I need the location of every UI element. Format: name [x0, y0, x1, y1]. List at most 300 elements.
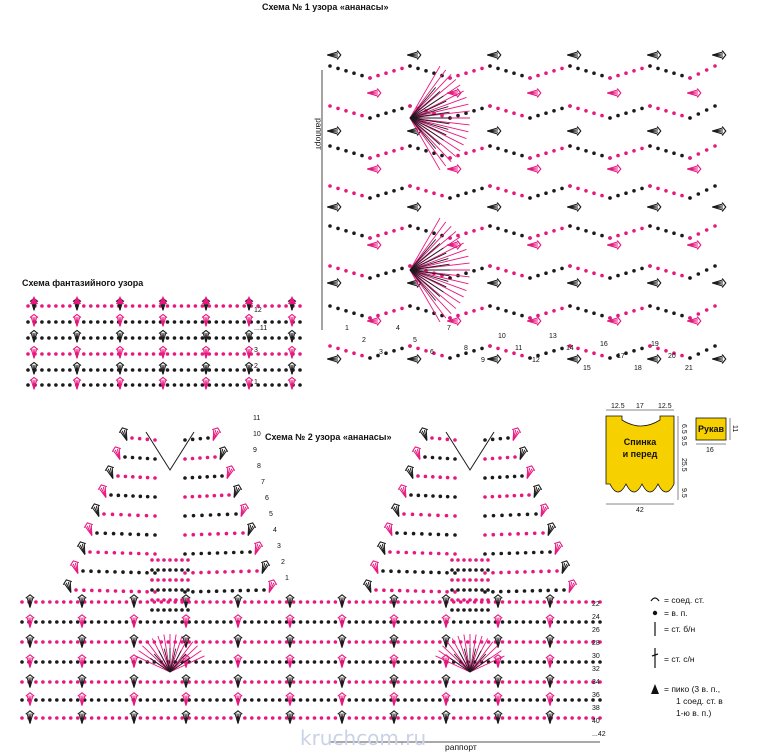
chain-stitch [468, 608, 472, 612]
chain-stitch [173, 320, 177, 324]
chain-stitch [705, 308, 709, 312]
body-dim-top-right: 12.5 [658, 403, 672, 410]
fan-stitch [136, 656, 170, 672]
chain-stitch [191, 438, 195, 442]
chain-stitch [215, 352, 219, 356]
chain-stitch [459, 698, 463, 702]
chain-stitch [528, 116, 532, 120]
chain-stitch [525, 532, 529, 536]
chain-stitch [483, 590, 487, 594]
chain-stitch [680, 314, 684, 318]
chain-stitch [34, 600, 38, 604]
chain-stitch [327, 660, 331, 664]
chain-stitch [424, 494, 428, 498]
chain-stitch [529, 620, 533, 624]
chain-icon [653, 611, 657, 615]
chain-stitch [445, 590, 449, 594]
chain-stitch [257, 680, 261, 684]
shell-stitch [487, 203, 501, 212]
shell-stitch [116, 362, 124, 374]
chain-stitch [146, 438, 150, 442]
shell-stitch [390, 502, 403, 518]
chain-stitch [508, 680, 512, 684]
chain-stitch [384, 351, 388, 355]
chain-stitch [103, 352, 107, 356]
chain-stitch [348, 640, 352, 644]
chain-stitch [491, 457, 495, 461]
chain-stitch [125, 620, 129, 624]
chain-stitch [446, 495, 450, 499]
chain-stitch [239, 570, 243, 574]
chain-stitch [298, 320, 302, 324]
chain-stitch [153, 552, 157, 556]
chain-stitch [313, 716, 317, 720]
scheme-1-row-number: 15 [583, 365, 591, 372]
scheme-2-right-row-number: 40 [592, 718, 600, 725]
chain-stitch [439, 495, 443, 499]
chain-stitch [508, 532, 512, 536]
chain-stitch [396, 680, 400, 684]
chain-stitch [438, 475, 442, 479]
chain-stitch [138, 475, 142, 479]
chain-stitch [400, 347, 404, 351]
chain-stitch [320, 660, 324, 664]
chain-stitch [243, 660, 247, 664]
chain-stitch [504, 269, 508, 273]
chain-stitch [104, 716, 108, 720]
chain-stitch [130, 590, 134, 594]
chain-stitch [97, 620, 101, 624]
chain-stitch [173, 620, 177, 624]
chain-stitch [231, 589, 235, 593]
chain-stitch [180, 620, 184, 624]
chain-stitch [104, 680, 108, 684]
chain-stitch [464, 311, 468, 315]
shell-stitch [527, 89, 541, 98]
chain-stitch [215, 620, 219, 624]
chain-stitch [69, 698, 73, 702]
shell-stitch [258, 559, 271, 575]
chain-stitch [334, 716, 338, 720]
scheme-2-right-row-number: 26 [592, 627, 600, 634]
chain-stitch [640, 107, 644, 111]
chain-stitch [413, 570, 417, 574]
chain-stitch [608, 276, 612, 280]
chain-stitch [118, 640, 122, 644]
chain-stitch [438, 698, 442, 702]
chain-stitch [153, 620, 157, 624]
scheme-1-row-number: 17 [617, 353, 625, 360]
chain-stitch [408, 344, 412, 348]
chain-stitch [131, 320, 135, 324]
shell-stitch [607, 165, 621, 174]
chain-stitch [624, 271, 628, 275]
chain-stitch [156, 588, 160, 592]
chain-stitch [496, 307, 500, 311]
chain-stitch [139, 620, 143, 624]
chain-stitch [150, 558, 154, 562]
chain-stitch [232, 551, 236, 555]
chain-stitch [61, 304, 65, 308]
chain-stitch [201, 320, 205, 324]
top-fan-stitch [146, 432, 194, 470]
chain-stitch [168, 608, 172, 612]
chain-stitch [263, 383, 267, 387]
chain-stitch [713, 184, 717, 188]
chain-stitch [153, 514, 157, 518]
chain-stitch [235, 383, 239, 387]
chain-stitch [374, 588, 378, 592]
chain-stitch [26, 368, 30, 372]
chain-stitch [156, 598, 160, 602]
chain-stitch [89, 569, 93, 573]
chain-stitch [344, 349, 348, 353]
chain-stitch [20, 620, 24, 624]
chain-stitch [131, 494, 135, 498]
chain-stitch [352, 151, 356, 155]
chain-stitch [128, 513, 132, 517]
chain-stitch [186, 558, 190, 562]
chain-stitch [705, 268, 709, 272]
chain-stitch [396, 716, 400, 720]
chain-stitch [257, 698, 261, 702]
chain-stitch [361, 620, 365, 624]
chain-stitch [688, 116, 692, 120]
chain-stitch [191, 495, 195, 499]
chain-stitch [180, 588, 184, 592]
chain-stitch [313, 640, 317, 644]
chain-stitch [48, 600, 52, 604]
chain-stitch [507, 571, 511, 575]
chain-stitch [262, 588, 266, 592]
chain-stitch [47, 320, 51, 324]
chain-stitch [183, 438, 187, 442]
chain-stitch [228, 383, 232, 387]
chain-stitch [515, 716, 519, 720]
chain-stitch [526, 513, 530, 517]
chain-stitch [34, 660, 38, 664]
chain-stitch [513, 494, 517, 498]
chain-stitch [384, 271, 388, 275]
chain-stitch [417, 620, 421, 624]
chain-stitch [344, 269, 348, 273]
chain-stitch [222, 620, 226, 624]
chain-stitch [306, 680, 310, 684]
chain-stitch [55, 698, 59, 702]
chain-stitch [584, 269, 588, 273]
chain-stitch [120, 532, 124, 536]
chain-stitch [664, 149, 668, 153]
watermark: kruchcom.ru [300, 726, 427, 750]
chain-stitch [539, 589, 543, 593]
chain-stitch [672, 111, 676, 115]
chain-stitch [520, 234, 524, 238]
chain-stitch [713, 304, 717, 308]
chain-stitch [520, 474, 524, 478]
chain-stitch [352, 311, 356, 315]
chain-stitch [221, 383, 225, 387]
chain-stitch [145, 590, 149, 594]
chain-stitch [486, 608, 490, 612]
chain-stitch [106, 589, 110, 593]
chain-stitch [542, 600, 546, 604]
chain-stitch [313, 600, 317, 604]
chain-stitch [131, 456, 135, 460]
chain-stitch [556, 716, 560, 720]
chain-stitch [512, 151, 516, 155]
chain-stitch [501, 698, 505, 702]
chain-stitch [61, 368, 65, 372]
chain-stitch [416, 347, 420, 351]
chain-stitch [271, 716, 275, 720]
chain-stitch [344, 109, 348, 113]
chain-stitch [544, 71, 548, 75]
chain-stitch [473, 698, 477, 702]
chain-stitch [368, 660, 372, 664]
chain-stitch [640, 347, 644, 351]
chain-stitch [270, 368, 274, 372]
chain-stitch [544, 151, 548, 155]
body-dim-bottom: 42 [636, 507, 644, 514]
chain-stitch [375, 600, 379, 604]
chain-stitch [576, 67, 580, 71]
chain-stitch [680, 194, 684, 198]
chain-stitch [468, 588, 472, 592]
chain-stitch [129, 571, 133, 575]
chain-stitch [138, 320, 142, 324]
chain-stitch [368, 316, 372, 320]
chain-stitch [403, 660, 407, 664]
chain-stitch [592, 111, 596, 115]
shell-stitch [288, 314, 296, 326]
shell-stitch [362, 578, 375, 594]
chain-stitch [96, 352, 100, 356]
chain-stitch [529, 680, 533, 684]
chain-stitch [453, 457, 457, 461]
shell-stitch [527, 165, 541, 174]
chain-stitch [40, 352, 44, 356]
shell-stitch [76, 540, 89, 556]
chain-stitch [680, 354, 684, 358]
chain-stitch [228, 352, 232, 356]
chain-stitch [488, 304, 492, 308]
chain-stitch [576, 347, 580, 351]
chain-stitch [542, 698, 546, 702]
chain-stitch [508, 716, 512, 720]
chain-stitch [137, 590, 141, 594]
chain-stitch [697, 352, 701, 356]
chain-stitch [183, 476, 187, 480]
chain-stitch [528, 236, 532, 240]
chain-stitch [480, 716, 484, 720]
chain-stitch [344, 149, 348, 153]
chain-stitch [235, 320, 239, 324]
chain-stitch [186, 608, 190, 612]
chain-stitch [499, 437, 503, 441]
shell-stitch [687, 89, 701, 98]
chain-stitch [392, 149, 396, 153]
scheme-1-row-number: 13 [549, 333, 557, 340]
chain-stitch [354, 716, 358, 720]
legend-chain: = в. п. [664, 608, 688, 618]
chain-stitch [474, 598, 478, 602]
chain-stitch [20, 680, 24, 684]
chain-stitch [97, 680, 101, 684]
chain-stitch [138, 383, 142, 387]
chain-stitch [41, 620, 45, 624]
chain-stitch [544, 231, 548, 235]
chain-stitch [523, 589, 527, 593]
chain-stitch [180, 383, 184, 387]
chain-stitch [110, 368, 114, 372]
chain-stitch [328, 184, 332, 188]
chain-stitch [456, 588, 460, 592]
chain-stitch [483, 552, 487, 556]
chain-stitch [431, 456, 435, 460]
chain-stitch [408, 184, 412, 188]
chain-stitch [299, 716, 303, 720]
chain-stitch [466, 640, 470, 644]
chain-stitch [223, 570, 227, 574]
chain-stitch [201, 620, 205, 624]
chain-stitch [124, 304, 128, 308]
chain-stitch [215, 716, 219, 720]
chain-stitch [361, 660, 365, 664]
chain-stitch [173, 383, 177, 387]
chain-stitch [352, 191, 356, 195]
chain-stitch [577, 640, 581, 644]
chain-stitch [528, 156, 532, 160]
chain-stitch [560, 187, 564, 191]
chain-stitch [187, 352, 191, 356]
chain-stitch [344, 69, 348, 73]
chain-stitch [462, 558, 466, 562]
chain-stitch [486, 588, 490, 592]
chain-stitch [334, 660, 338, 664]
chain-stitch [336, 107, 340, 111]
chain-stitch [334, 620, 338, 624]
chain-stitch [600, 274, 604, 278]
chain-stitch [464, 71, 468, 75]
chain-stitch [616, 234, 620, 238]
chain-stitch [128, 532, 132, 536]
chain-stitch [368, 236, 372, 240]
chain-stitch [568, 64, 572, 68]
chain-stitch [398, 589, 402, 593]
chain-stitch [624, 71, 628, 75]
chain-stitch [501, 716, 505, 720]
chain-stitch [105, 570, 109, 574]
chain-stitch [431, 680, 435, 684]
chain-stitch [528, 196, 532, 200]
chain-stitch [130, 436, 134, 440]
body-pattern-shape [606, 403, 687, 514]
chain-stitch [368, 356, 372, 360]
chain-stitch [488, 184, 492, 188]
shell-stitch [327, 355, 341, 364]
chain-stitch [432, 231, 436, 235]
chain-stitch [89, 304, 93, 308]
chain-stitch [168, 568, 172, 572]
chain-stitch [103, 531, 107, 535]
chain-stitch [592, 231, 596, 235]
chain-stitch [34, 620, 38, 624]
chain-stitch [499, 590, 503, 594]
chain-stitch [344, 309, 348, 313]
chain-stitch [48, 660, 52, 664]
chain-stitch [368, 680, 372, 684]
chain-stitch [225, 532, 229, 536]
chain-stitch [480, 598, 484, 602]
chain-stitch [299, 660, 303, 664]
chain-stitch [263, 320, 267, 324]
chain-stitch [624, 231, 628, 235]
chain-stitch [648, 104, 652, 108]
chain-stitch [697, 272, 701, 276]
sleeve-dim-width: 16 [706, 447, 714, 454]
chain-stitch [104, 551, 108, 555]
chain-stitch [153, 698, 157, 702]
chain-stitch [410, 620, 414, 624]
chain-stitch [473, 716, 477, 720]
chain-stitch [138, 456, 142, 460]
chain-stitch [424, 229, 428, 233]
chain-stitch [174, 608, 178, 612]
chain-stitch [180, 320, 184, 324]
chain-stitch [424, 69, 428, 73]
chain-stitch [608, 156, 612, 160]
chain-stitch [417, 716, 421, 720]
chain-stitch [648, 64, 652, 68]
chain-stitch [450, 558, 454, 562]
chain-stitch [208, 620, 212, 624]
chain-stitch [688, 316, 692, 320]
chain-stitch [528, 316, 532, 320]
shell-stitch [116, 377, 124, 389]
chain-stitch [480, 67, 484, 71]
chain-stitch [375, 698, 379, 702]
chain-stitch [361, 680, 365, 684]
shell-stitch [327, 279, 341, 288]
chain-stitch [499, 552, 503, 556]
chain-stitch [217, 513, 221, 517]
chain-stitch [440, 194, 444, 198]
chain-stitch [400, 147, 404, 151]
chain-stitch [201, 383, 205, 387]
chain-stitch [137, 552, 141, 556]
scheme-1-row-number: 11 [515, 345, 523, 352]
scheme-2-right-row-number: 28 [592, 640, 600, 647]
chain-stitch [648, 264, 652, 268]
chain-stitch [222, 716, 226, 720]
chain-stitch [424, 640, 428, 644]
chain-stitch [697, 232, 701, 236]
chain-stitch [536, 698, 540, 702]
chain-stitch [552, 349, 556, 353]
chain-stitch [410, 698, 414, 702]
chain-stitch [198, 456, 202, 460]
chain-stitch [480, 608, 484, 612]
shell-stitch [687, 241, 701, 250]
chain-stitch [522, 620, 526, 624]
chain-stitch [472, 309, 476, 313]
chain-stitch [568, 224, 572, 228]
chain-stitch [563, 660, 567, 664]
chain-stitch [256, 336, 260, 340]
chain-stitch [412, 532, 416, 536]
shell-stitch [223, 464, 236, 480]
chain-stitch [68, 320, 72, 324]
